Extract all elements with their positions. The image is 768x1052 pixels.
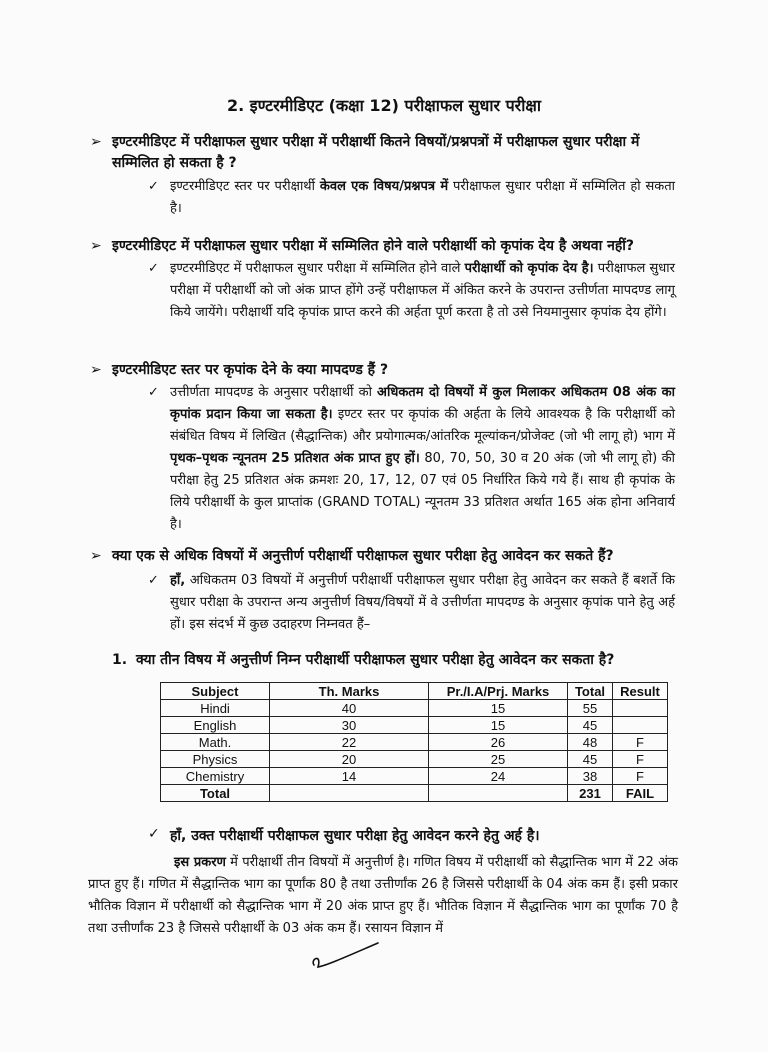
answer-2-bold: परीक्षार्थी को कृपांक देय है। <box>464 261 594 276</box>
table-row <box>161 734 668 751</box>
answer-1-text-b: परीक्षाफल सुधार परीक्षा में सम्मिलित हो सकता है। <box>170 179 676 216</box>
cell-subject: Hindi <box>161 700 270 717</box>
arrow-bullet-icon: ➢ <box>90 548 102 564</box>
cell-pr-marks: 25 <box>429 751 568 768</box>
question-1-text: इण्टरमीडिएट में परीक्षाफल सुधार परीक्षा में परीक्षार्थी कितने विषयों/प्रश्नपत्रों में परीक्षाफल सुधार परीक्षा में सम्मिलित हो सकता है ? <box>112 134 640 171</box>
document-title: 2. इण्टरमीडिएट (कक्षा 12) परीक्षाफल सुधार परीक्षा <box>227 96 541 115</box>
cell-total-value: 231 <box>568 785 613 802</box>
answer-1-bold: केवल एक विषय/प्रश्नपत्र में <box>319 179 449 194</box>
marks-table <box>160 682 668 802</box>
cell-subject: Physics <box>161 751 270 768</box>
cell-subject: Math. <box>161 734 270 751</box>
cell-th-marks: 22 <box>270 734 429 751</box>
table-row <box>161 717 668 734</box>
answer-4 <box>148 570 675 636</box>
answer-4-bold: हाँ, <box>170 573 186 588</box>
signature-mark <box>300 935 390 975</box>
table-row <box>161 751 668 768</box>
checkmark-icon: ✓ <box>148 179 159 194</box>
table-total-row <box>161 785 668 802</box>
example-number: 1. <box>112 652 128 668</box>
header-subject: Subject <box>161 683 270 700</box>
cell-total: 48 <box>568 734 613 751</box>
header-result: Result <box>613 683 668 700</box>
cell-th-marks: 20 <box>270 751 429 768</box>
answer-1-text-a: इण्टरमीडिएट स्तर पर परीक्षार्थी <box>170 179 320 194</box>
cell-empty <box>429 785 568 802</box>
answer-2-text-b: परीक्षाफल सुधार परीक्षा में परीक्षार्थी को जो अंक प्राप्त होंगे उन्हें परीक्षाफल में अंकित करने के उपरान्त उत्तीर्णता मापदण्ड लागू किये जायेंगे। परीक्षार्थी यदि कृपांक प्राप्त करने की अर्हता पूर्ण करता है तो उसे नियमानुसार कृपांक देय होंगे। <box>170 261 675 320</box>
cell-th-marks: 14 <box>270 768 429 785</box>
question-2 <box>90 236 677 257</box>
checkmark-icon: ✓ <box>148 826 160 842</box>
cell-subject: English <box>161 717 270 734</box>
header-pr-marks: Pr./I.A/Prj. Marks <box>429 683 568 700</box>
cell-th-marks: 40 <box>270 700 429 717</box>
cell-empty <box>270 785 429 802</box>
arrow-bullet-icon: ➢ <box>90 134 102 150</box>
question-4-text: क्या एक से अधिक विषयों में अनुत्तीर्ण परीक्षार्थी परीक्षाफल सुधार परीक्षा हेतु आवेदन कर सकते हैं? <box>112 548 614 564</box>
example-answer <box>148 826 540 845</box>
cell-total-result: FAIL <box>613 785 668 802</box>
answer-3 <box>148 382 676 536</box>
cell-pr-marks: 15 <box>429 700 568 717</box>
example-explanation <box>88 852 678 940</box>
question-1 <box>90 132 677 174</box>
cell-result: F <box>613 734 668 751</box>
cell-total: 45 <box>568 717 613 734</box>
explanation-bold: इस प्रकरण <box>174 855 226 870</box>
example-question-text: क्या तीन विषय में अनुत्तीर्ण निम्न परीक्षार्थी परीक्षाफल सुधार परीक्षा हेतु आवेदन कर सकता है? <box>136 652 615 668</box>
header-total: Total <box>568 683 613 700</box>
cell-pr-marks: 26 <box>429 734 568 751</box>
checkmark-icon: ✓ <box>148 261 159 276</box>
checkmark-icon: ✓ <box>148 385 159 400</box>
checkmark-icon: ✓ <box>148 573 159 588</box>
cell-subject: Chemistry <box>161 768 270 785</box>
cell-result <box>613 717 668 734</box>
answer-3-bold: अधिकतम दो विषयों में कुल मिलाकर अधिकतम 08 अंक का कृपांक प्रदान किया जा सकता है। <box>170 385 675 422</box>
question-4 <box>90 546 677 567</box>
arrow-bullet-icon: ➢ <box>90 238 102 254</box>
cell-total-label: Total <box>161 785 270 802</box>
answer-3-text-a: उत्तीर्णता मापदण्ड के अनुसार परीक्षार्थी को <box>170 385 378 400</box>
cell-total: 38 <box>568 768 613 785</box>
example-question <box>112 650 614 669</box>
answer-3-text-c: 80, 70, 50, 30 व 20 अंक (जो भी लागू हो) की परीक्षा हेतु 25 प्रतिशत अंक क्रमशः 20, 17, 12, 07 एवं 05 निर्धारित किये गये हैं। साथ ही कृपांक के लिये परीक्षार्थी के कुल प्राप्तांक (GRAND TOTAL) न्यूनतम 33 प्रतिशत अर्थात 165 अंक होना अनिवार्य है। <box>170 451 676 532</box>
answer-3-text-b: इण्टर स्तर पर कृपांक की अर्हता के लिये आवश्यक है कि परीक्षार्थी को संबंधित विषय में लिखित (सैद्धान्तिक) और प्रयोगात्मक/आंतरिक मूल्यांकन/प्रोजेक्ट (जो भी लागू हो) भाग में <box>170 407 675 444</box>
arrow-bullet-icon: ➢ <box>90 362 102 378</box>
table-header-row <box>161 683 668 700</box>
header-th-marks: Th. Marks <box>270 683 429 700</box>
explanation-text: में परीक्षार्थी तीन विषयों में अनुत्तीर्ण है। गणित विषय में परीक्षार्थी को सैद्धान्तिक भाग में 22 अंक प्राप्त हुए हैं। गणित में सैद्धान्तिक भाग का पूर्णांक 80 है तथा उत्तीर्णांक 26 है जिससे परीक्षार्थी के 04 अंक कम हैं। इसी प्रकार भौतिक विज्ञान में परीक्षार्थी को सैद्धान्तिक भाग में 20 अंक प्राप्त हुए हैं। भौतिक विज्ञान में सैद्धान्तिक भाग का पूर्णांक 70 है तथा उत्तीर्णांक 23 है जिससे परीक्षार्थी के 03 अंक कम हैं। रसायन विज्ञान में <box>88 855 678 936</box>
cell-result <box>613 700 668 717</box>
cell-pr-marks: 24 <box>429 768 568 785</box>
answer-3-bold-2: पृथक–पृथक न्यूनतम 25 प्रतिशत अंक प्राप्त हुए हों। <box>170 451 420 466</box>
cell-total: 45 <box>568 751 613 768</box>
answer-2 <box>148 258 675 324</box>
table-row <box>161 700 668 717</box>
question-2-text: इण्टरमीडिएट में परीक्षाफल सुधार परीक्षा में सम्मिलित होने वाले परीक्षार्थी को कृपांक देय है अथवा नहीं? <box>112 238 635 254</box>
question-3-text: इण्टरमीडिएट स्तर पर कृपांक देने के क्या मापदण्ड हैं ? <box>112 362 389 378</box>
cell-result: F <box>613 751 668 768</box>
example-answer-text: हाँ, उक्त परीक्षार्थी परीक्षाफल सुधार परीक्षा हेतु आवेदन करने हेतु अर्ह है। <box>170 828 540 844</box>
answer-2-text-a: इण्टरमीडिएट में परीक्षाफल सुधार परीक्षा में सम्मिलित होने वाले <box>170 261 465 276</box>
answer-1 <box>148 176 676 220</box>
table-row <box>161 768 668 785</box>
cell-th-marks: 30 <box>270 717 429 734</box>
cell-pr-marks: 15 <box>429 717 568 734</box>
question-3 <box>90 360 677 381</box>
answer-4-text-b: अधिकतम 03 विषयों में अनुत्तीर्ण परीक्षार्थी परीक्षाफल सुधार परीक्षा हेतु आवेदन कर सकते हैं बशर्ते कि सुधार परीक्षा के उपरान्त अन्य अनुत्तीर्ण विषय/विषयों में वे उत्तीर्णता मापदण्ड के अनुसार कृपांक पाने हेतु अर्ह हों। इस संदर्भ में कुछ उदाहरण निम्नवत हैं– <box>170 573 675 632</box>
cell-total: 55 <box>568 700 613 717</box>
cell-result: F <box>613 768 668 785</box>
